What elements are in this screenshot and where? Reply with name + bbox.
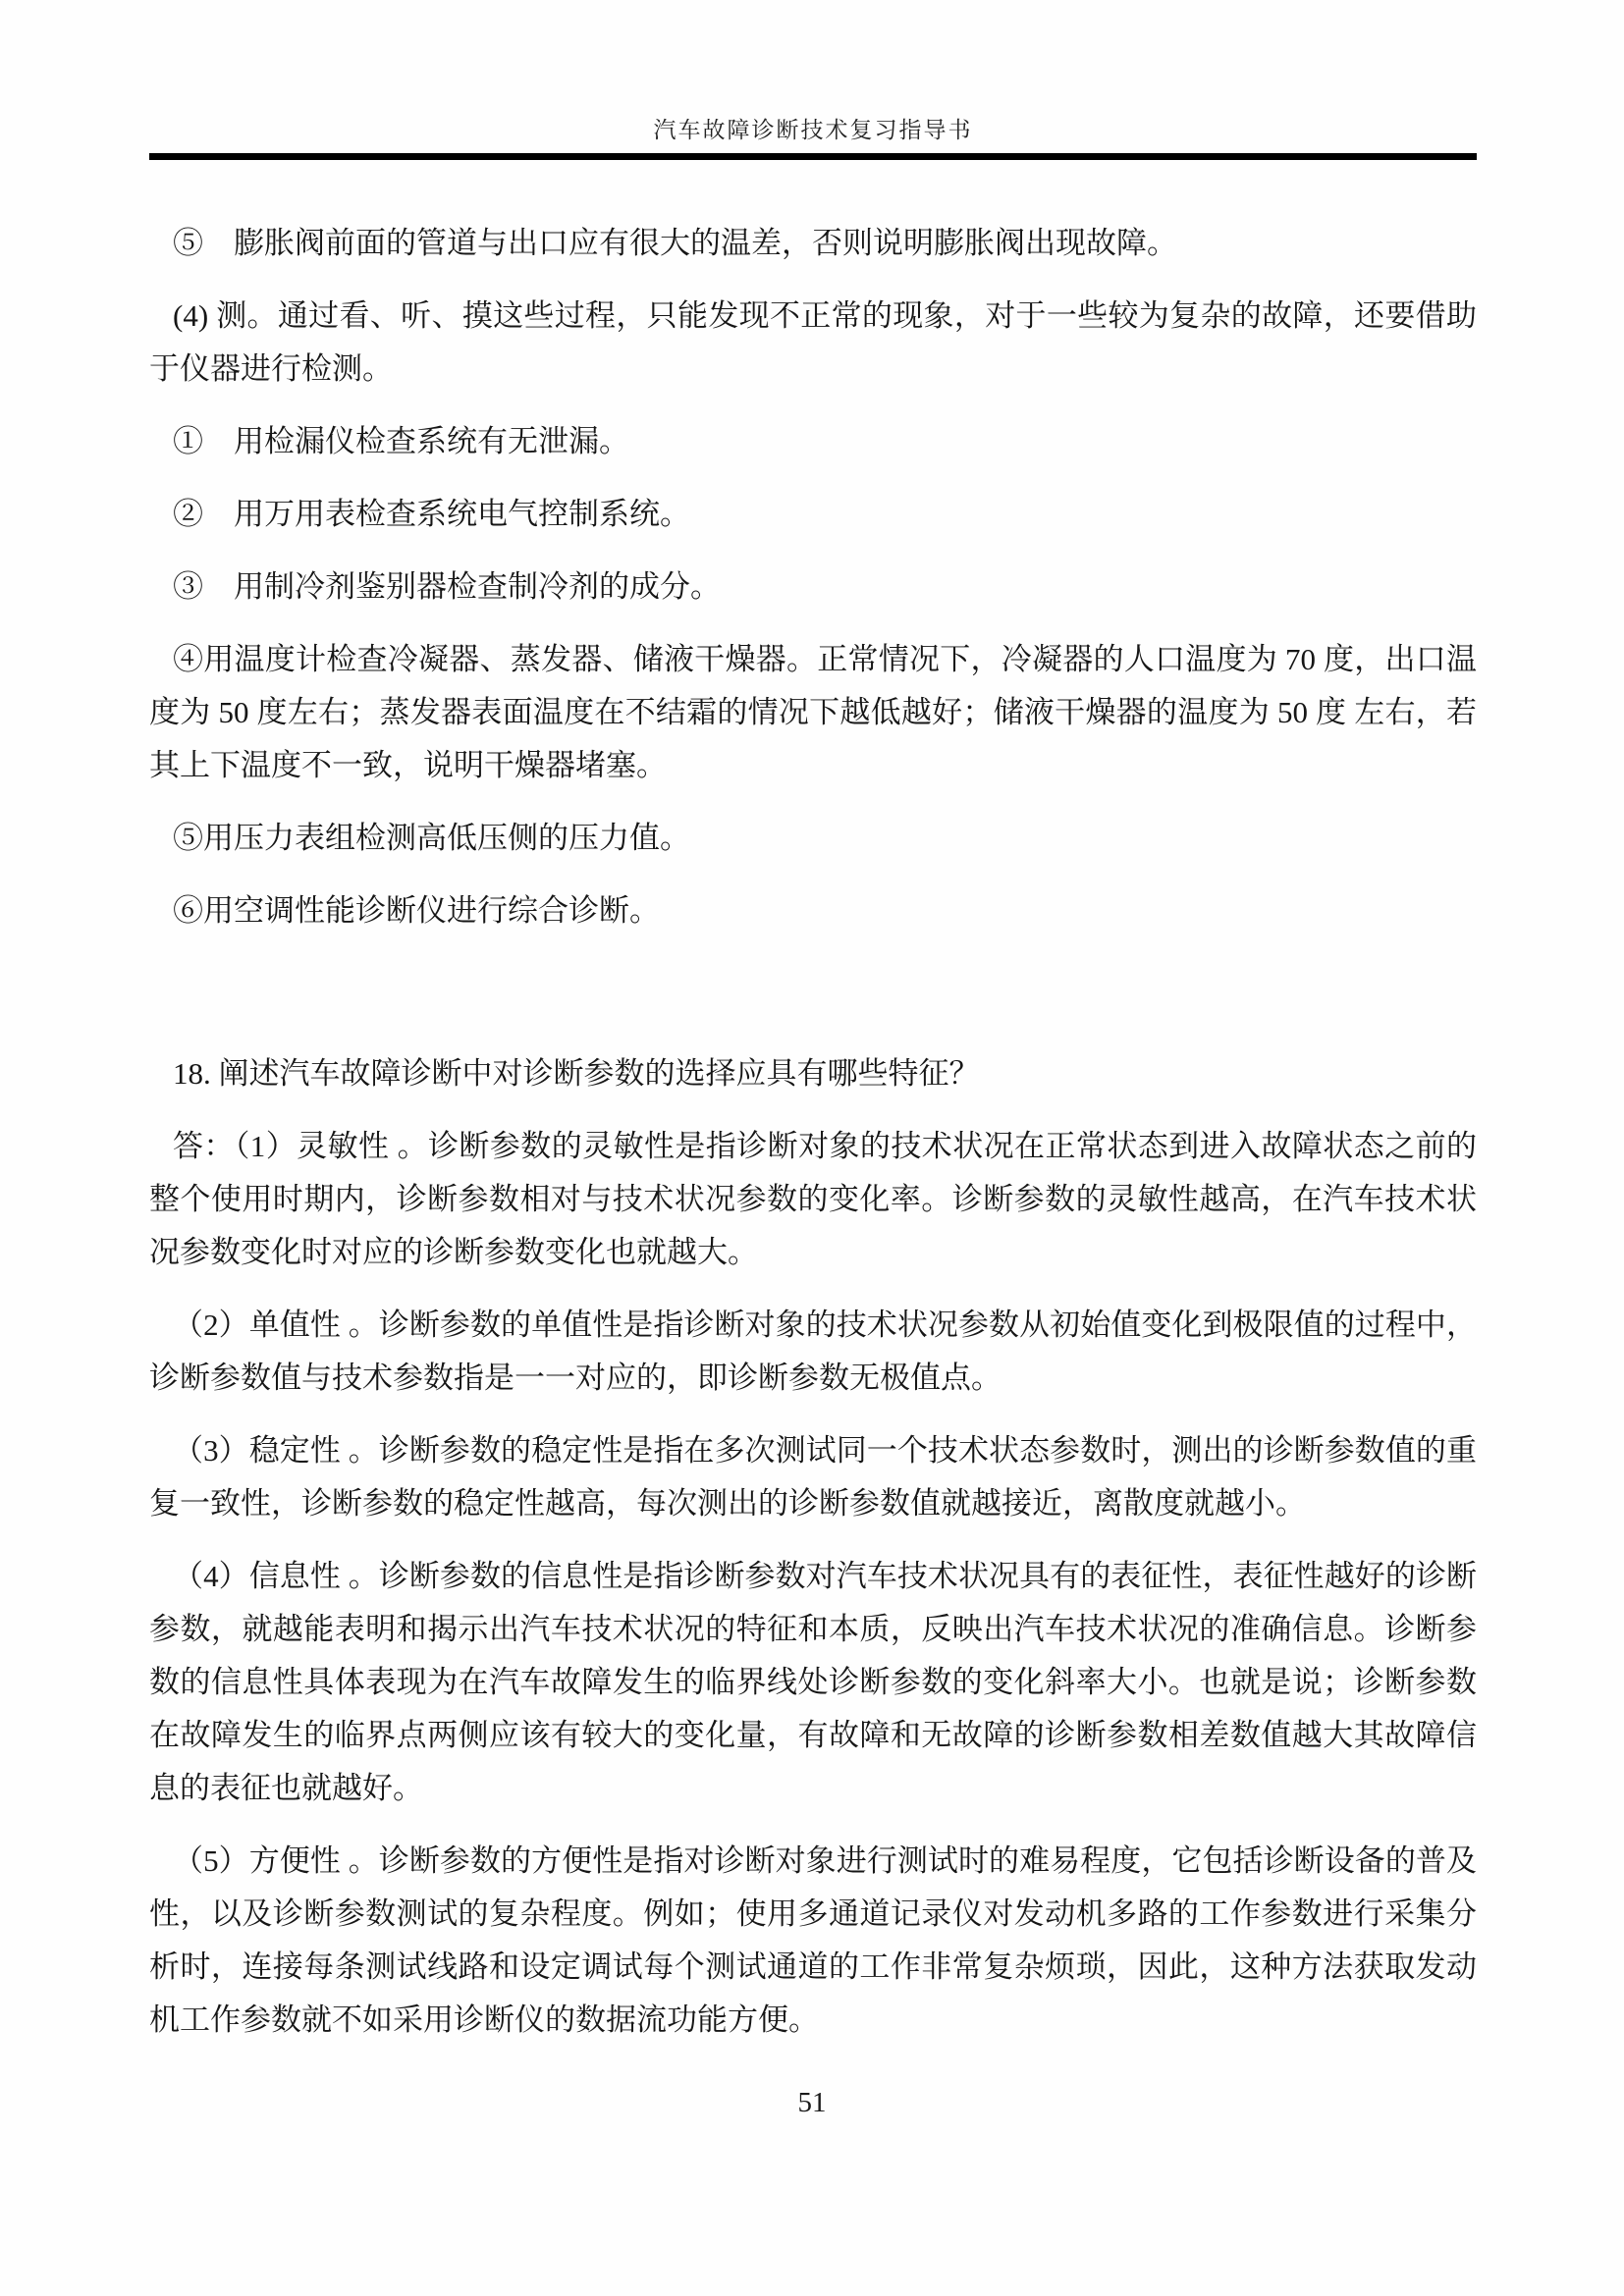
- item-circle5-pressure-gauge: ⑤用压力表组检测高低压侧的压力值。: [173, 821, 690, 855]
- answer-1-sensitivity: 答：（1）灵敏性 。诊断参数的灵敏性是指诊断对象的技术状况在正常状态到进入故障状态之前的整个使用时期内，诊断参数相对与技术状况参数的变化率。诊断参数的灵敏性越高，在汽车技术状况参数变化时对应的诊断参数变化也就越大。: [149, 1129, 1477, 1269]
- item-circle5-expansion-valve: ⑤ 膨胀阀前面的管道与出口应有很大的温差，否则说明膨胀阀出现故障。: [173, 226, 1177, 260]
- answer-2-single-value: （2）单值性 。诊断参数的单值性是指诊断对象的技术状况参数从初始值变化到极限值的过程中，诊断参数值与技术参数指是一一对应的，即诊断参数无极值点。: [149, 1308, 1477, 1395]
- item-circle4-thermometer-check: ④用温度计检查冷凝器、蒸发器、储液干燥器。正常情况下，冷凝器的人口温度为 70 度，出口温度为 50 度左右；蒸发器表面温度在不结霜的情况下越低越好；储液干燥器的温度为 50 度 左右，若其上下温度不一致，说明干燥器堵塞。: [149, 642, 1477, 782]
- content-area: [149, 0, 1477, 2047]
- item-circle2-multimeter: ② 用万用表检查系统电气控制系统。: [173, 497, 690, 531]
- answer-4-informativeness: （4）信息性 。诊断参数的信息性是指诊断参数对汽车技术状况具有的表征性，表征性越好的诊断参数，就越能表明和揭示出汽车技术状况的特征和本质，反映出汽车技术状况的准确信息。诊断参数的信息性具体表现为在汽车故障发生的临界线处诊断参数的变化斜率大小。也就是说；诊断参数在故障发生的临界点两侧应该有较大的变化量，有故障和无故障的诊断参数相差数值越大其故障信息的表征也就越好。: [149, 1559, 1477, 1805]
- item-circle6-ac-diagnostic: ⑥用空调性能诊断仪进行综合诊断。: [173, 893, 660, 928]
- item-circle1-leak-detector: ① 用检漏仪检查系统有无泄漏。: [173, 424, 629, 458]
- answer-3-stability: （3）稳定性 。诊断参数的稳定性是指在多次测试同一个技术状态参数时，测出的诊断参数值的重复一致性，诊断参数的稳定性越高，每次测出的诊断参数值就越接近，离散度就越小。: [149, 1433, 1477, 1521]
- page-header: [149, 0, 1477, 144]
- header-title: 汽车故障诊断技术复习指导书: [653, 118, 973, 142]
- page-number: 51: [797, 2087, 827, 2118]
- question-18: 18. 阐述汽车故障诊断中对诊断参数的选择应具有哪些特征？: [173, 1056, 980, 1091]
- header-rule-divider: [149, 153, 1477, 160]
- item-circle3-refrigerant-identifier: ③ 用制冷剂鉴别器检查制冷剂的成分。: [173, 569, 721, 604]
- document-body: [149, 217, 1477, 2047]
- answer-5-convenience: （5）方便性 。诊断参数的方便性是指对诊断对象进行测试时的难易程度，它包括诊断设备的普及性，以及诊断参数测试的复杂程度。例如；使用多通道记录仪对发动机多路的工作参数进行采集分析时，连接每条测试线路和设定调试每个测试通道的工作非常复杂烦琐，因此，这种方法获取发动机工作参数就不如采用诊断仪的数据流功能方便。: [149, 1843, 1477, 2037]
- para-step4-measure: (4) 测。通过看、听、摸这些过程，只能发现不正常的现象，对于一些较为复杂的故障，还要借助于仪器进行检测。: [149, 298, 1477, 386]
